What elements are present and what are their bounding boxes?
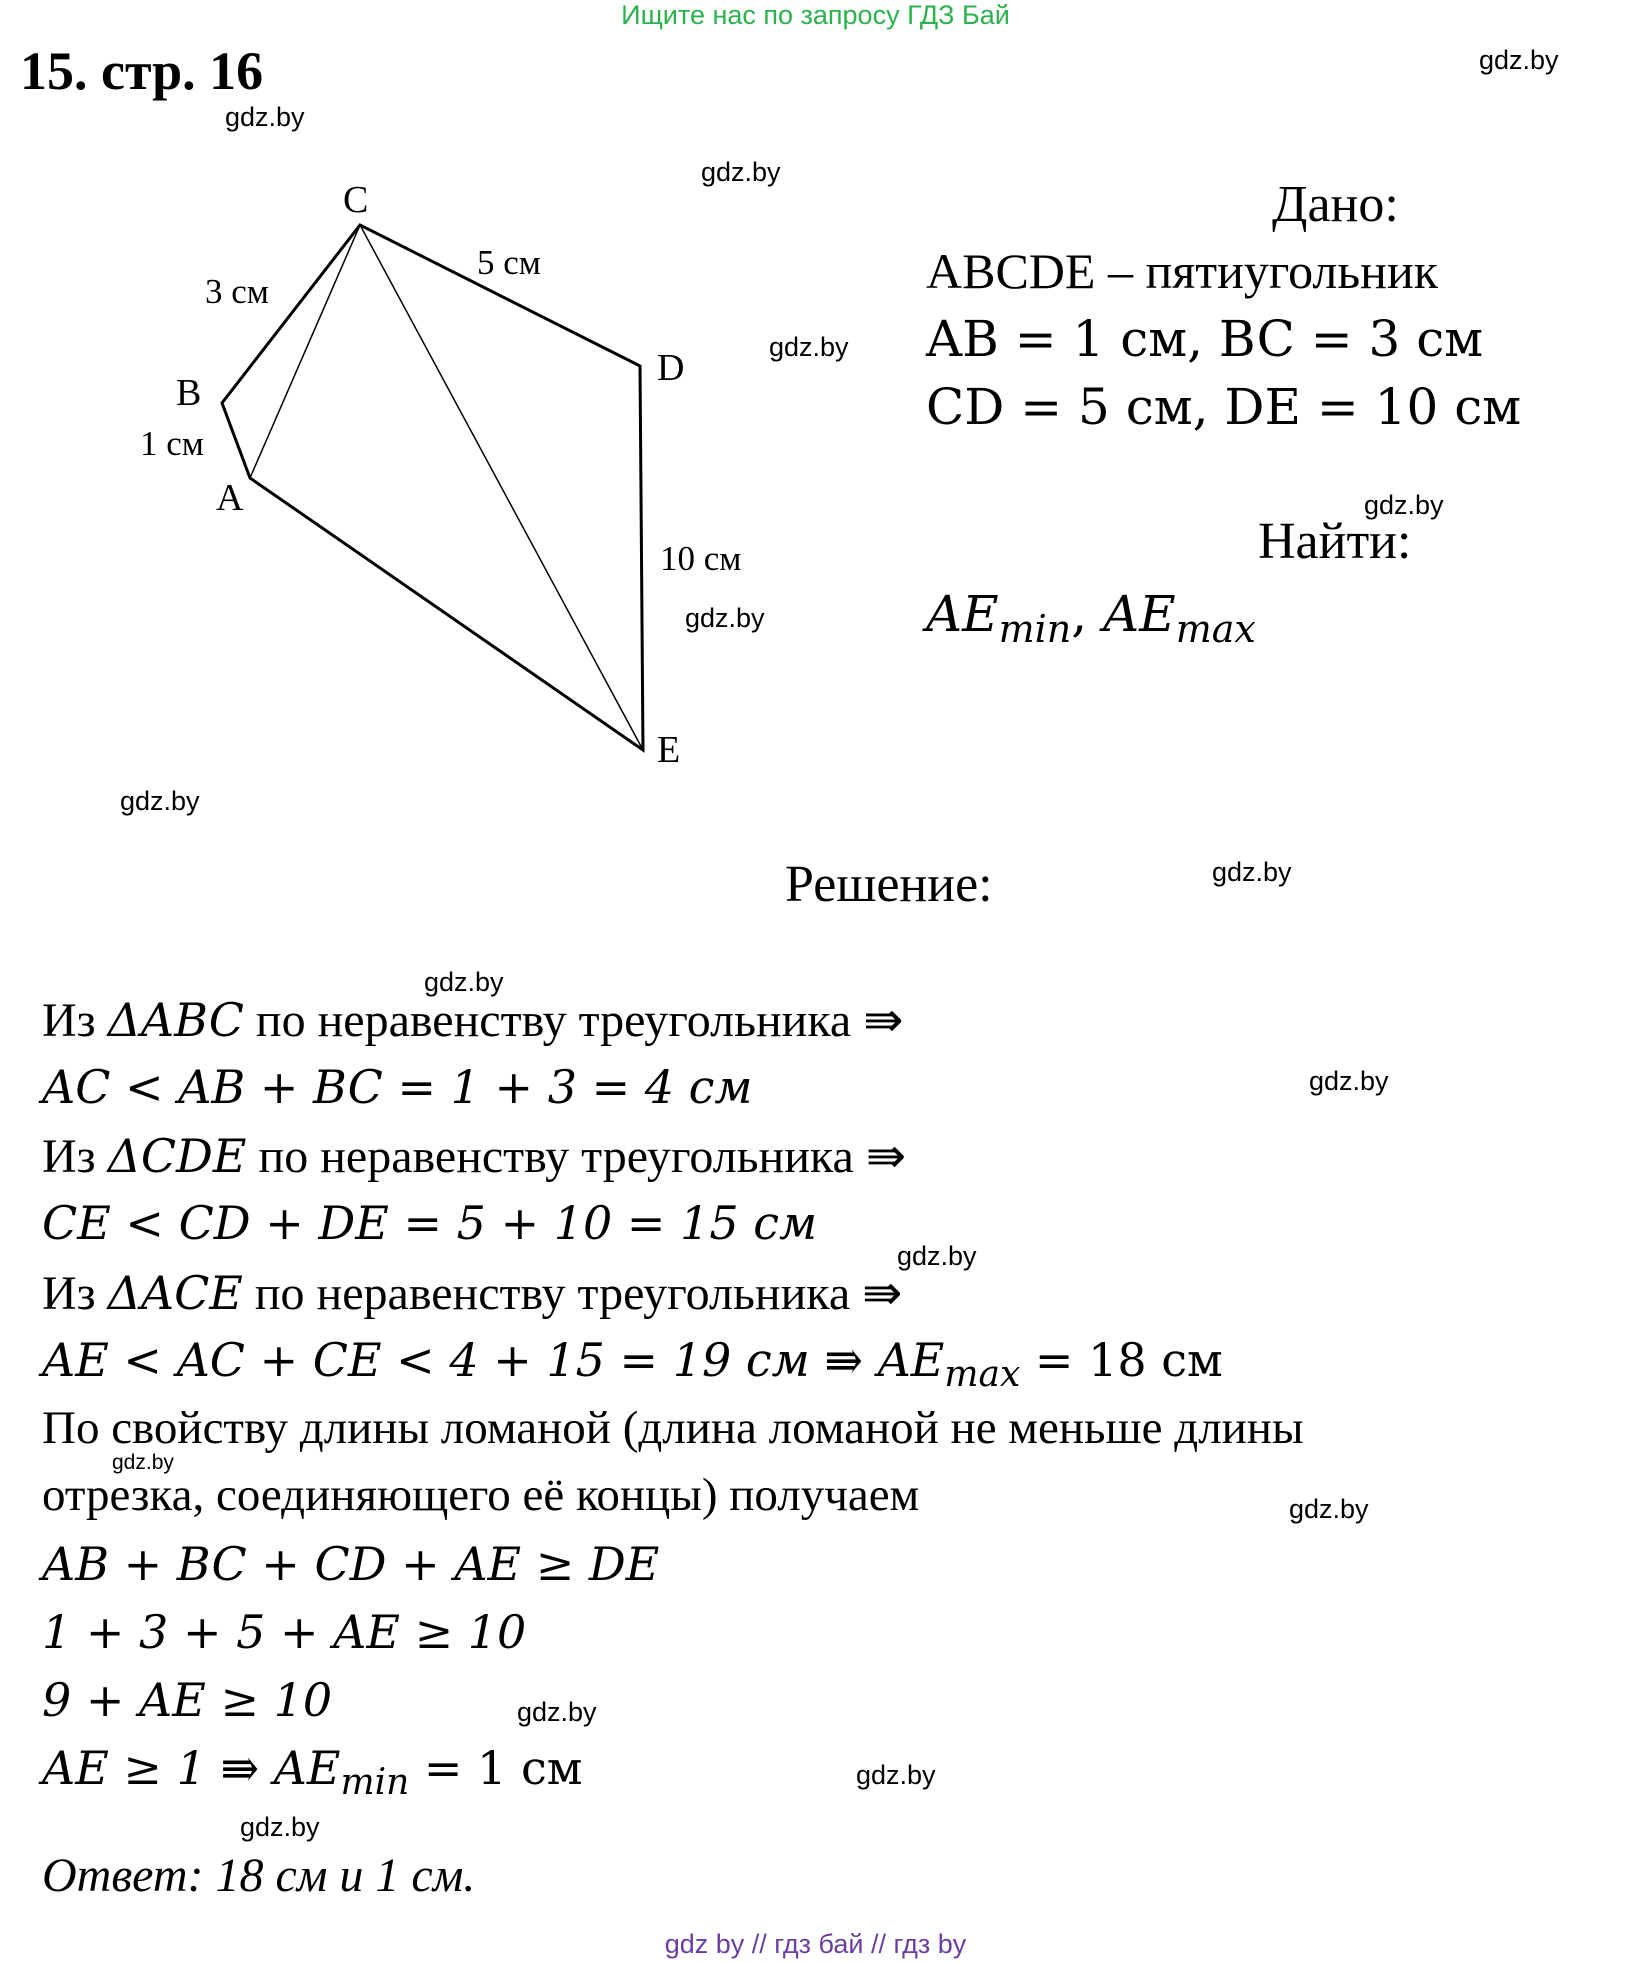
solution-line-10: 1 + 3 + 5 + AE ≥ 10 bbox=[42, 1605, 527, 1659]
solution-line-3: Из ΔCDE по неравенству треугольника ⇛ bbox=[42, 1129, 907, 1183]
find-line: $AE_{min}$, $AE_{max}$ bbox=[926, 585, 1256, 651]
watermark: gdz.by bbox=[517, 1697, 597, 1727]
vertex-c-label: C bbox=[343, 179, 369, 221]
solution-line-12: AE ≥ 1 ⇛ $AE_{min} = 1$ см bbox=[42, 1741, 583, 1804]
given-line-3: CD = 5 см, DE = 10 см bbox=[926, 378, 1522, 436]
solution-line-9: AB + BC + CD + AE ≥ DE bbox=[42, 1537, 660, 1591]
given-line-2: AB = 1 см, BC = 3 см bbox=[926, 310, 1484, 368]
watermark: gdz.by bbox=[112, 1451, 174, 1474]
watermark: gdz.by bbox=[856, 1760, 936, 1790]
watermark: gdz.by bbox=[685, 603, 765, 633]
search-banner: Ищите нас по запросу ГДЗ Бай bbox=[621, 0, 1010, 30]
watermark: gdz.by bbox=[1479, 45, 1559, 75]
edge-ab-label: 1 см bbox=[140, 424, 204, 463]
solution-line-7: По свойству длины ломаной (длина ломаной не меньше длины bbox=[42, 1402, 1304, 1454]
solution-line-11: 9 + AE ≥ 10 bbox=[42, 1673, 333, 1727]
edge-de-label: 10 см bbox=[660, 539, 742, 578]
watermark: gdz.by bbox=[769, 332, 849, 362]
vertex-e-label: E bbox=[657, 729, 681, 771]
watermark: gdz.by bbox=[701, 157, 781, 187]
pentagon-figure bbox=[0, 0, 820, 790]
find-ae-min: AE bbox=[926, 585, 999, 643]
solution-line-5: Из ΔACE по неравенству треугольника ⇛ bbox=[42, 1266, 903, 1320]
diagonal-ac bbox=[250, 225, 360, 478]
watermark: gdz.by bbox=[1309, 1066, 1389, 1096]
answer-line: Ответ: 18 см и 1 см. bbox=[42, 1849, 476, 1902]
watermark: gdz.by bbox=[1212, 857, 1292, 887]
edge-bc-label: 3 см bbox=[205, 272, 269, 311]
watermark: gdz.by bbox=[424, 967, 504, 997]
vertex-d-label: D bbox=[657, 347, 685, 389]
watermark: gdz.by bbox=[1289, 1494, 1369, 1524]
watermark: gdz.by bbox=[897, 1241, 977, 1271]
watermark: gdz.by bbox=[1364, 490, 1444, 520]
given-line-1: ABCDE – пятиугольник bbox=[926, 243, 1438, 299]
vertex-b-label: B bbox=[176, 372, 202, 414]
watermark: gdz.by bbox=[240, 1812, 320, 1842]
given-heading: Дано: bbox=[1272, 176, 1399, 233]
solution-line-4: CE < CD + DE = 5 + 10 = 15 см bbox=[42, 1196, 818, 1250]
vertex-a-label: A bbox=[216, 477, 244, 519]
edge-cd-label: 5 см bbox=[477, 243, 541, 282]
page-title: 15. стр. 16 bbox=[20, 41, 264, 101]
pentagon-outline bbox=[222, 225, 643, 750]
solution-line-1: Из ΔABC по неравенству треугольника ⇛ bbox=[42, 993, 904, 1047]
solution-line-6: AE < AC + CE < 4 + 15 = 19 см ⇛ $AE_{max} = 18$ см bbox=[42, 1333, 1223, 1396]
footer-links: gdz by // гдз бай // гдз by bbox=[664, 1929, 967, 1959]
diagonal-ce bbox=[360, 225, 643, 750]
solution-heading: Решение: bbox=[785, 856, 993, 913]
watermark: gdz.by bbox=[120, 786, 200, 816]
find-heading: Найти: bbox=[1258, 513, 1412, 570]
solution-line-8: отрезка, соединяющего её концы) получаем bbox=[42, 1469, 920, 1521]
watermark: gdz.by bbox=[225, 102, 305, 132]
solution-line-2: AC < AB + BC = 1 + 3 = 4 см bbox=[42, 1060, 753, 1114]
